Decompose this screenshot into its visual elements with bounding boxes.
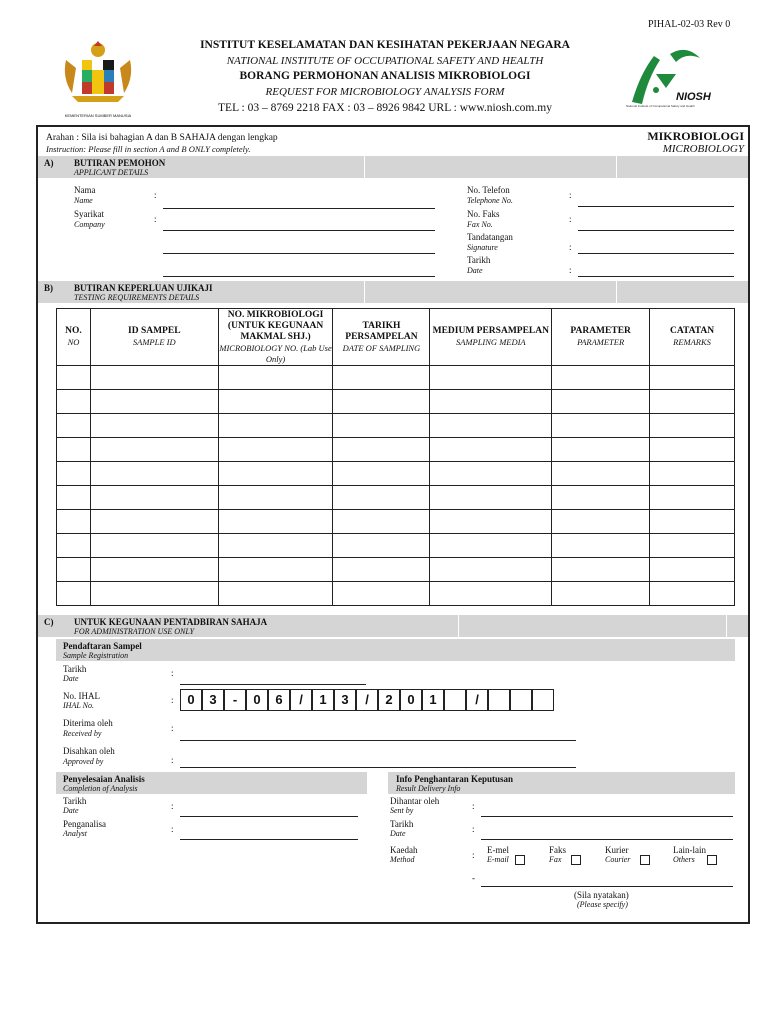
table-cell[interactable] — [650, 510, 735, 534]
fax-label-en: Fax No. — [467, 220, 493, 229]
delivery-date-label-en: Date — [390, 829, 406, 838]
approved-field[interactable] — [180, 767, 576, 768]
others-checkbox[interactable] — [707, 855, 717, 865]
completion-date-field[interactable] — [180, 816, 358, 817]
method-label-en: Method — [390, 855, 415, 864]
table-row — [57, 414, 735, 438]
table-cell[interactable] — [218, 558, 333, 582]
table-cell[interactable] — [430, 438, 552, 462]
completion-date-label: Tarikh — [63, 796, 87, 806]
table-cell[interactable] — [218, 582, 333, 606]
ihal-digit-box[interactable] — [510, 689, 532, 711]
signature-field[interactable] — [578, 253, 734, 254]
delivery-subtitle: Result Delivery Info — [396, 784, 461, 793]
telephone-label: No. Telefon — [467, 185, 510, 195]
table-cell[interactable] — [552, 390, 650, 414]
table-cell[interactable] — [650, 414, 735, 438]
telephone-label-en: Telephone No. — [467, 196, 513, 205]
table-cell[interactable] — [552, 558, 650, 582]
table-cell[interactable] — [90, 582, 218, 606]
table-cell[interactable] — [333, 486, 430, 510]
sent-by-label: Dihantar oleh — [390, 796, 440, 806]
table-cell[interactable] — [552, 486, 650, 510]
completion-title: Penyelesaian Analisis — [63, 774, 145, 784]
table-cell[interactable] — [57, 390, 91, 414]
table-cell[interactable] — [430, 462, 552, 486]
table-cell[interactable] — [218, 438, 333, 462]
table-cell[interactable] — [57, 534, 91, 558]
table-cell[interactable] — [90, 438, 218, 462]
delivery-date-field[interactable] — [481, 839, 733, 840]
table-cell[interactable] — [650, 486, 735, 510]
fax-field[interactable] — [578, 230, 734, 231]
ihal-digit-box[interactable]: 1 — [422, 689, 444, 711]
method-fax[interactable]: Faks — [549, 845, 567, 855]
table-cell[interactable] — [57, 438, 91, 462]
table-cell[interactable] — [333, 414, 430, 438]
approved-label: Disahkan oleh — [63, 746, 115, 756]
table-cell[interactable] — [90, 366, 218, 390]
ihal-digit-box[interactable] — [488, 689, 510, 711]
column-header-sample-id: ID SAMPEL SAMPLE ID — [90, 309, 218, 366]
ihal-digit-box[interactable]: 3 — [202, 689, 224, 711]
analyst-field[interactable] — [180, 839, 358, 840]
reg-date-label: Tarikh — [63, 664, 87, 674]
niosh-logo-text: NIOSH — [676, 91, 711, 103]
ihal-digit-box[interactable]: 0 — [180, 689, 202, 711]
date-label-en: Date — [467, 266, 483, 275]
table-cell[interactable] — [218, 390, 333, 414]
section-b-title: BUTIRAN KEPERLUAN UJIKAJI — [74, 283, 213, 293]
method-others-en: Others — [673, 855, 717, 865]
table-cell[interactable] — [333, 534, 430, 558]
table-cell[interactable] — [552, 462, 650, 486]
table-cell[interactable] — [650, 558, 735, 582]
ihal-digit-box[interactable]: 0 — [246, 689, 268, 711]
analyst-label-en: Analyst — [63, 829, 87, 838]
ihal-digit-box[interactable]: 1 — [312, 689, 334, 711]
delivery-title: Info Penghantaran Keputusan — [396, 774, 514, 784]
ihal-label: No. IHAL — [63, 691, 100, 701]
niosh-logo-caption: National Institute of Occupational Safety and Health — [626, 104, 695, 108]
table-cell[interactable] — [333, 558, 430, 582]
fax-checkbox[interactable] — [571, 855, 581, 865]
table-cell[interactable] — [90, 390, 218, 414]
ihal-digit-box[interactable]: 2 — [378, 689, 400, 711]
ihal-digit-box[interactable]: / — [356, 689, 378, 711]
table-cell[interactable] — [333, 390, 430, 414]
table-cell[interactable] — [430, 366, 552, 390]
table-cell[interactable] — [552, 534, 650, 558]
sent-by-field[interactable] — [481, 816, 733, 817]
telephone-field[interactable] — [578, 206, 734, 207]
table-cell[interactable] — [90, 510, 218, 534]
table-row — [57, 510, 735, 534]
contact-details: TEL : 03 – 8769 2218 FAX : 03 – 8926 9842 URL : www.niosh.com.my — [218, 102, 552, 114]
received-label-en: Received by — [63, 729, 102, 738]
form-title-ms: BORANG PERMOHONAN ANALISIS MIKROBIOLOGI — [239, 70, 531, 82]
table-cell[interactable] — [333, 438, 430, 462]
table-header-row — [57, 309, 735, 366]
table-cell[interactable] — [650, 366, 735, 390]
table-cell[interactable] — [430, 558, 552, 582]
table-row — [57, 438, 735, 462]
date-label: Tarikh — [467, 255, 491, 265]
ihal-digit-box[interactable]: - — [224, 689, 246, 711]
table-cell[interactable] — [218, 486, 333, 510]
ihal-digit-box[interactable]: 0 — [400, 689, 422, 711]
company-field-line2[interactable] — [163, 253, 435, 254]
section-a-title: BUTIRAN PEMOHON — [74, 158, 166, 168]
sample-registration-title: Pendaftaran Sampel — [63, 641, 142, 651]
table-cell[interactable] — [430, 534, 552, 558]
received-field[interactable] — [180, 740, 576, 741]
approved-label-en: Approved by — [63, 757, 104, 766]
section-c-letter: C) — [44, 617, 54, 627]
specify-label-en: (Please specify) — [577, 900, 628, 909]
name-field[interactable] — [163, 208, 435, 209]
table-cell[interactable] — [650, 438, 735, 462]
table-cell[interactable] — [57, 510, 91, 534]
table-row — [57, 366, 735, 390]
table-cell[interactable] — [650, 462, 735, 486]
company-field[interactable] — [163, 230, 435, 231]
sent-by-label-en: Sent by — [390, 806, 414, 815]
table-cell[interactable] — [333, 510, 430, 534]
left-logo-caption: KEMENTERIAN SUMBER MANUSIA — [64, 113, 132, 118]
table-cell[interactable] — [552, 366, 650, 390]
company-label: Syarikat — [74, 209, 104, 219]
testing-requirements-table — [56, 308, 735, 606]
specify-label: (Sila nyatakan) — [574, 890, 629, 900]
table-cell[interactable] — [57, 462, 91, 486]
table-cell[interactable] — [552, 414, 650, 438]
document-reference: PIHAL-02-03 Rev 0 — [648, 19, 731, 30]
niosh-logo — [626, 44, 722, 114]
completion-date-label-en: Date — [63, 806, 79, 815]
company-label-en: Company — [74, 220, 105, 229]
reg-date-field[interactable] — [180, 684, 366, 685]
method-courier[interactable]: Kurier — [605, 845, 629, 855]
table-cell[interactable] — [430, 390, 552, 414]
section-a-letter: A) — [44, 158, 54, 168]
table-cell[interactable] — [650, 534, 735, 558]
table-cell[interactable] — [552, 582, 650, 606]
sample-registration-band — [56, 639, 735, 661]
table-cell[interactable] — [650, 582, 735, 606]
table-cell[interactable] — [90, 414, 218, 438]
ihal-digit-box[interactable]: / — [290, 689, 312, 711]
ihal-digit-box[interactable]: 6 — [268, 689, 290, 711]
reg-date-label-en: Date — [63, 674, 79, 683]
method-others[interactable]: Lain-lain — [673, 845, 706, 855]
method-email-en: E-mail — [487, 855, 525, 865]
ihal-digit-box[interactable] — [444, 689, 466, 711]
table-cell[interactable] — [57, 366, 91, 390]
table-cell[interactable] — [650, 390, 735, 414]
received-label: Diterima oleh — [63, 718, 113, 728]
ihal-digit-box[interactable]: / — [466, 689, 488, 711]
method-label: Kaedah — [390, 845, 418, 855]
table-cell[interactable] — [430, 486, 552, 510]
section-b-letter: B) — [44, 283, 53, 293]
table-cell[interactable] — [333, 582, 430, 606]
sample-registration-subtitle: Sample Registration — [63, 651, 129, 660]
company-field-line3[interactable] — [163, 276, 435, 277]
form-type-ms: MIKROBIOLOGI — [647, 129, 744, 143]
specify-field[interactable] — [481, 886, 733, 887]
delivery-date-label: Tarikh — [390, 819, 414, 829]
analyst-label: Penganalisa — [63, 819, 106, 829]
table-cell[interactable] — [90, 462, 218, 486]
table-cell[interactable] — [90, 534, 218, 558]
table-row — [57, 534, 735, 558]
table-cell[interactable] — [333, 366, 430, 390]
column-header-parameter: PARAMETER PARAMETER — [552, 309, 650, 366]
completion-subtitle: Completion of Analysis — [63, 784, 138, 793]
table-row — [57, 486, 735, 510]
table-cell[interactable] — [57, 558, 91, 582]
table-cell[interactable] — [333, 462, 430, 486]
name-label: Nama — [74, 185, 96, 195]
date-field[interactable] — [578, 276, 734, 277]
courier-checkbox[interactable] — [640, 855, 650, 865]
instruction-en: Instruction: Please fill in section A and B ONLY completely. — [46, 144, 251, 154]
name-label-en: Name — [74, 196, 93, 205]
table-cell[interactable] — [552, 510, 650, 534]
instruction-ms: Arahan : Sila isi bahagian A dan B SAHAJA dengan lengkap — [46, 133, 278, 143]
column-header-sampling-media: MEDIUM PERSAMPELAN SAMPLING MEDIA — [430, 309, 552, 366]
institute-name-en: NATIONAL INSTITUTE OF OCCUPATIONAL SAFETY AND HEALTH — [226, 55, 544, 67]
table-cell[interactable] — [90, 558, 218, 582]
method-courier-en: Courier — [605, 855, 650, 865]
coat-of-arms-logo — [58, 38, 138, 118]
table-cell[interactable] — [218, 414, 333, 438]
table-cell[interactable] — [90, 486, 218, 510]
column-header-date-of-sampling: TARIKH PERSAMPELAN DATE OF SAMPLING — [333, 309, 430, 366]
signature-label-en: Signature — [467, 243, 498, 252]
table-cell[interactable] — [430, 582, 552, 606]
ihal-label-en: IHAL No. — [63, 701, 94, 710]
table-cell[interactable] — [430, 510, 552, 534]
signature-label: Tandatangan — [467, 232, 513, 242]
table-row — [57, 582, 735, 606]
table-row — [57, 462, 735, 486]
table-cell[interactable] — [218, 510, 333, 534]
email-checkbox[interactable] — [515, 855, 525, 865]
fax-label: No. Faks — [467, 209, 500, 219]
column-header-remarks: CATATAN REMARKS — [650, 309, 735, 366]
section-a-subtitle: APPLICANT DETAILS — [74, 168, 149, 177]
table-cell[interactable] — [57, 582, 91, 606]
table-cell[interactable] — [218, 534, 333, 558]
institute-name-ms: INSTITUT KESELAMATAN DAN KESIHATAN PEKERJAAN NEGARA — [200, 39, 570, 51]
table-cell[interactable] — [57, 414, 91, 438]
table-cell[interactable] — [430, 414, 552, 438]
method-fax-en: Fax — [549, 855, 581, 865]
form-type-en: MICROBIOLOGY — [662, 143, 744, 155]
section-b-subtitle: TESTING REQUIREMENTS DETAILS — [74, 293, 200, 302]
table-cell[interactable] — [57, 486, 91, 510]
table-row — [57, 558, 735, 582]
column-header-microbiology-no: NO. MIKROBIOLOGI (UNTUK KEGUNAAN MAKMAL SHJ.) MICROBIOLOGY NO. (Lab Use Only) — [219, 309, 332, 364]
ihal-digit-box[interactable] — [532, 689, 554, 711]
form-title-en: REQUEST FOR MICROBIOLOGY ANALYSIS FORM — [265, 86, 505, 98]
table-row — [57, 390, 735, 414]
table-cell[interactable] — [218, 462, 333, 486]
column-header-no: NO. NO — [57, 309, 91, 366]
table-cell[interactable] — [552, 438, 650, 462]
method-email[interactable]: E-mel — [487, 845, 509, 855]
section-c-title: UNTUK KEGUNAAN PENTADBIRAN SAHAJA — [74, 617, 268, 627]
section-c-subtitle: FOR ADMINISTRATION USE ONLY — [74, 627, 195, 636]
table-cell[interactable] — [218, 366, 333, 390]
ihal-digit-box[interactable]: 3 — [334, 689, 356, 711]
